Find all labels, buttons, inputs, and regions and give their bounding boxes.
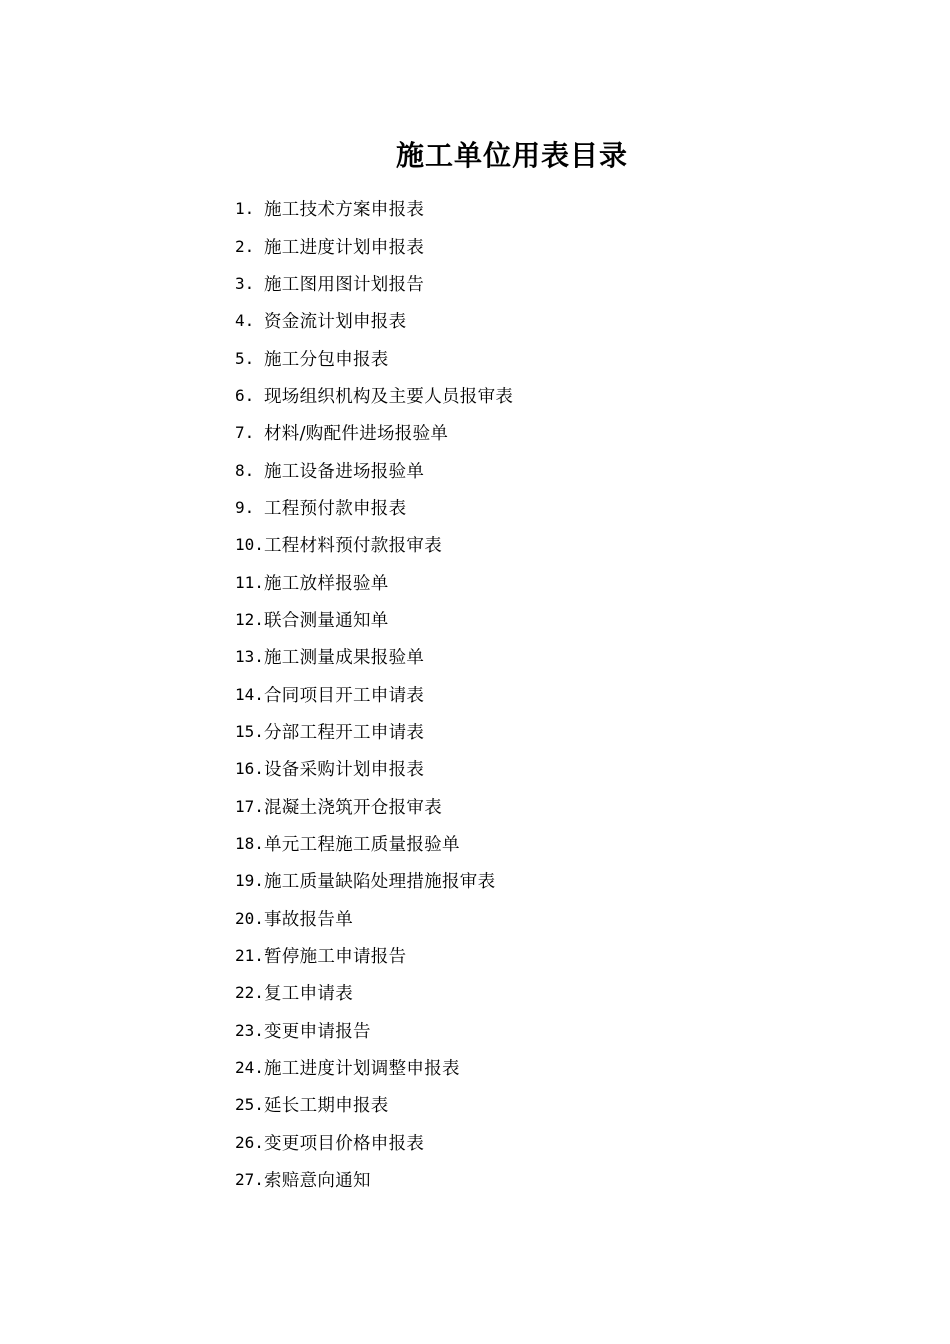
list-item-label: 工程材料预付款报审表 — [264, 536, 442, 557]
list-item — [235, 713, 513, 750]
list-item-label: 施工进度计划调整申报表 — [264, 1059, 460, 1080]
list-item — [235, 451, 513, 488]
list-item-number: 8. — [235, 460, 255, 480]
list-item-number: 11. — [235, 572, 264, 592]
list-item — [235, 302, 513, 339]
list-item-label: 现场组织机构及主要人员报审表 — [264, 386, 514, 407]
list-item — [235, 974, 513, 1011]
list-item-number: 10. — [235, 535, 264, 555]
list-item — [235, 862, 513, 899]
list-item — [235, 227, 513, 264]
list-item — [235, 1124, 513, 1161]
list-item-label: 施工图用图计划报告 — [264, 274, 425, 295]
list-item-label: 复工申请表 — [264, 984, 353, 1005]
list-item-number: 26. — [235, 1132, 264, 1152]
list-item-number: 15. — [235, 721, 264, 741]
list-item-number: 5. — [235, 348, 255, 368]
list-item — [235, 190, 513, 227]
list-item — [235, 1012, 513, 1049]
list-item-number: 18. — [235, 834, 264, 854]
list-item — [235, 1161, 513, 1198]
list-item-number: 17. — [235, 796, 264, 816]
list-item — [235, 1086, 513, 1123]
list-item-number: 22. — [235, 983, 264, 1003]
list-item-label: 材料/购配件进场报验单 — [264, 424, 449, 445]
list-item-label: 变更项目价格申报表 — [264, 1133, 425, 1154]
list-item-number: 7. — [235, 423, 255, 443]
list-item-number: 19. — [235, 871, 264, 891]
list-item-number: 24. — [235, 1058, 264, 1078]
list-item-label: 单元工程施工质量报验单 — [264, 835, 460, 856]
list-item-number: 25. — [235, 1095, 264, 1115]
list-item-number: 2. — [235, 236, 255, 256]
list-item — [235, 825, 513, 862]
list-item-number: 21. — [235, 946, 264, 966]
list-item-label: 分部工程开工申请表 — [264, 722, 425, 743]
list-item-number: 12. — [235, 609, 264, 629]
list-item-label: 施工测量成果报验单 — [264, 648, 425, 669]
list-item-label: 施工设备进场报验单 — [264, 461, 425, 482]
list-item-number: 4. — [235, 311, 255, 331]
list-item — [235, 788, 513, 825]
list-item — [235, 414, 513, 451]
list-item-number: 16. — [235, 759, 264, 779]
table-of-contents — [235, 190, 513, 1198]
list-item-label: 变更申请报告 — [264, 1021, 371, 1042]
list-item-label: 施工放样报验单 — [264, 573, 389, 594]
list-item-label: 施工进度计划申报表 — [264, 237, 425, 258]
list-item-label: 施工技术方案申报表 — [264, 200, 425, 221]
list-item — [235, 265, 513, 302]
list-item — [235, 937, 513, 974]
list-item — [235, 489, 513, 526]
list-item — [235, 638, 513, 675]
list-item-label: 混凝土浇筑开仓报审表 — [264, 797, 442, 818]
list-item — [235, 526, 513, 563]
list-item — [235, 750, 513, 787]
list-item — [235, 563, 513, 600]
list-item-number: 14. — [235, 684, 264, 704]
list-item-label: 工程预付款申报表 — [264, 498, 407, 519]
list-item — [235, 1049, 513, 1086]
list-item-label: 施工质量缺陷处理措施报审表 — [264, 872, 496, 893]
list-item-label: 施工分包申报表 — [264, 349, 389, 370]
list-item-number: 27. — [235, 1170, 264, 1190]
list-item-label: 索赔意向通知 — [264, 1171, 371, 1192]
list-item-number: 6. — [235, 385, 255, 405]
page-title: 施工单位用表目录 — [395, 139, 628, 172]
list-item-label: 延长工期申报表 — [264, 1096, 389, 1117]
list-item-label: 资金流计划申报表 — [264, 312, 407, 333]
list-item-number: 3. — [235, 273, 255, 293]
list-item — [235, 675, 513, 712]
list-item — [235, 339, 513, 376]
list-item-number: 13. — [235, 647, 264, 667]
list-item-label: 合同项目开工申请表 — [264, 685, 425, 706]
list-item-label: 事故报告单 — [264, 909, 353, 930]
list-item-label: 联合测量通知单 — [264, 610, 389, 631]
list-item-label: 设备采购计划申报表 — [264, 760, 425, 781]
list-item-label: 暂停施工申请报告 — [264, 947, 407, 968]
list-item-number: 1. — [235, 199, 255, 219]
list-item-number: 20. — [235, 908, 264, 928]
list-item-number: 9. — [235, 497, 255, 517]
list-item — [235, 377, 513, 414]
list-item-number: 23. — [235, 1020, 264, 1040]
list-item — [235, 601, 513, 638]
list-item — [235, 900, 513, 937]
